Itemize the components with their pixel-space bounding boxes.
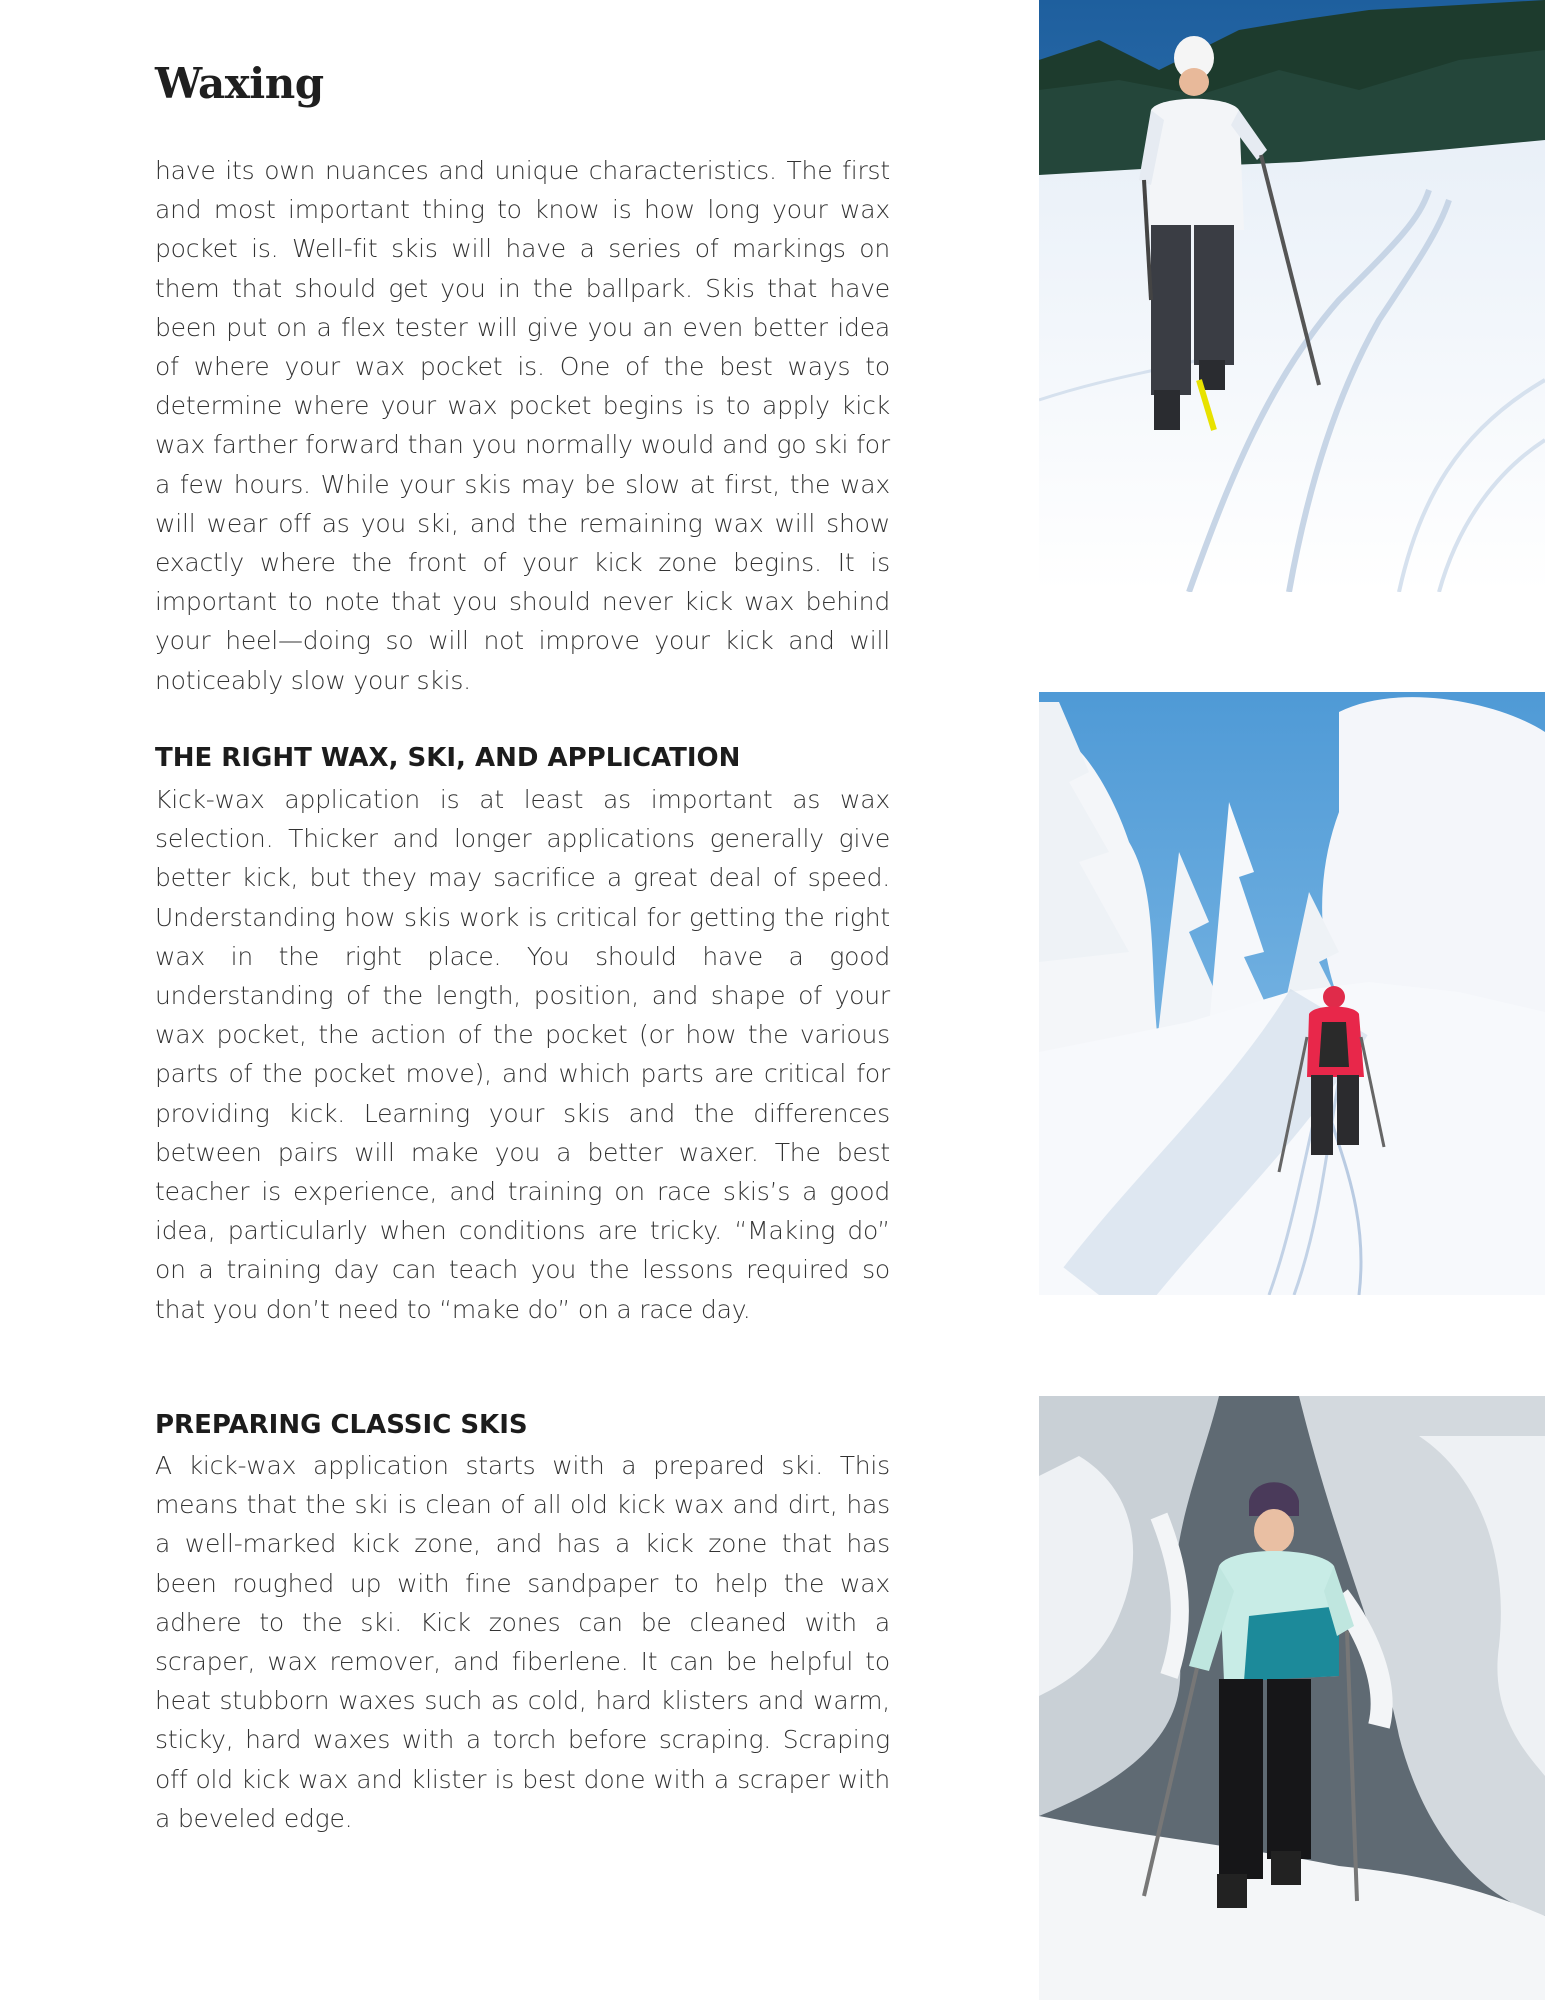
section-3-body: A kick-wax application starts with a prepared ski. This means that the ski is clean of all old kick wax and dirt, has a well-marked kick zone, and has a kick zone that has been roughed up with fine sandpaper to help the wax adhere to the ski. Kick zones can be cleaned with a scraper, wax remover, and fiberlene. It can be helpful to heat stubborn waxes such as cold, hard klisters and warm, sticky, hard waxes with a torch before scraping. Scraping off old kick wax and klister is best done with a scraper with a beveled edge. xyxy=(155,1451,890,1833)
skier-photo-2 xyxy=(1039,692,1545,1295)
section-2-heading: THE RIGHT WAX, SKI, AND APPLICATION xyxy=(155,743,741,773)
skier-white-jacket-image xyxy=(1039,0,1545,592)
page-title: Waxing xyxy=(155,59,324,108)
skier-photo-3 xyxy=(1039,1396,1545,2000)
skier-photo-1 xyxy=(1039,0,1545,592)
section-2-body: Kick-wax application is at least as important as wax selection. Thicker and longer applications generally give better kick, but they may sacrifice a great deal of speed. Understanding how skis work is critical for getting the right wax in the right place. You should have a good understanding of the length, position, and shape of your wax pocket, the action of the pocket (or how the various parts of the pocket move), and which parts are critical for providing kick. Learning your skis and the differences between pairs will make you a better waxer. The best teacher is experience, and training on race skis’s a good idea, particularly when conditions are tricky. “Making do” on a training day can teach you the lessons required so that you don’t need to “make do” on a race day. xyxy=(155,785,890,1324)
skier-red-jacket-image xyxy=(1039,692,1545,1295)
section-1-body: have its own nuances and unique characteristics. The first and most important thing to know is how long your wax pocket is. Well-fit skis will have a series of markings on them that should get you in the ballpark. Skis that have been put on a flex tester will give you an even better idea of where your wax pocket is. One of the best ways to determine where your wax pocket begins is to apply kick wax farther forward than you normally would and go ski for a few hours. While your skis may be slow at first, the wax will wear off as you ski, and the remaining wax will show exactly where the front of your kick zone begins. It is important to note that you should never kick wax behind your heel—doing so will not improve your kick and will noticeably slow your skis. xyxy=(155,156,890,695)
section-3-heading: PREPARING CLASSIC SKIS xyxy=(155,1410,528,1440)
skier-teal-jacket-image xyxy=(1039,1396,1545,2000)
